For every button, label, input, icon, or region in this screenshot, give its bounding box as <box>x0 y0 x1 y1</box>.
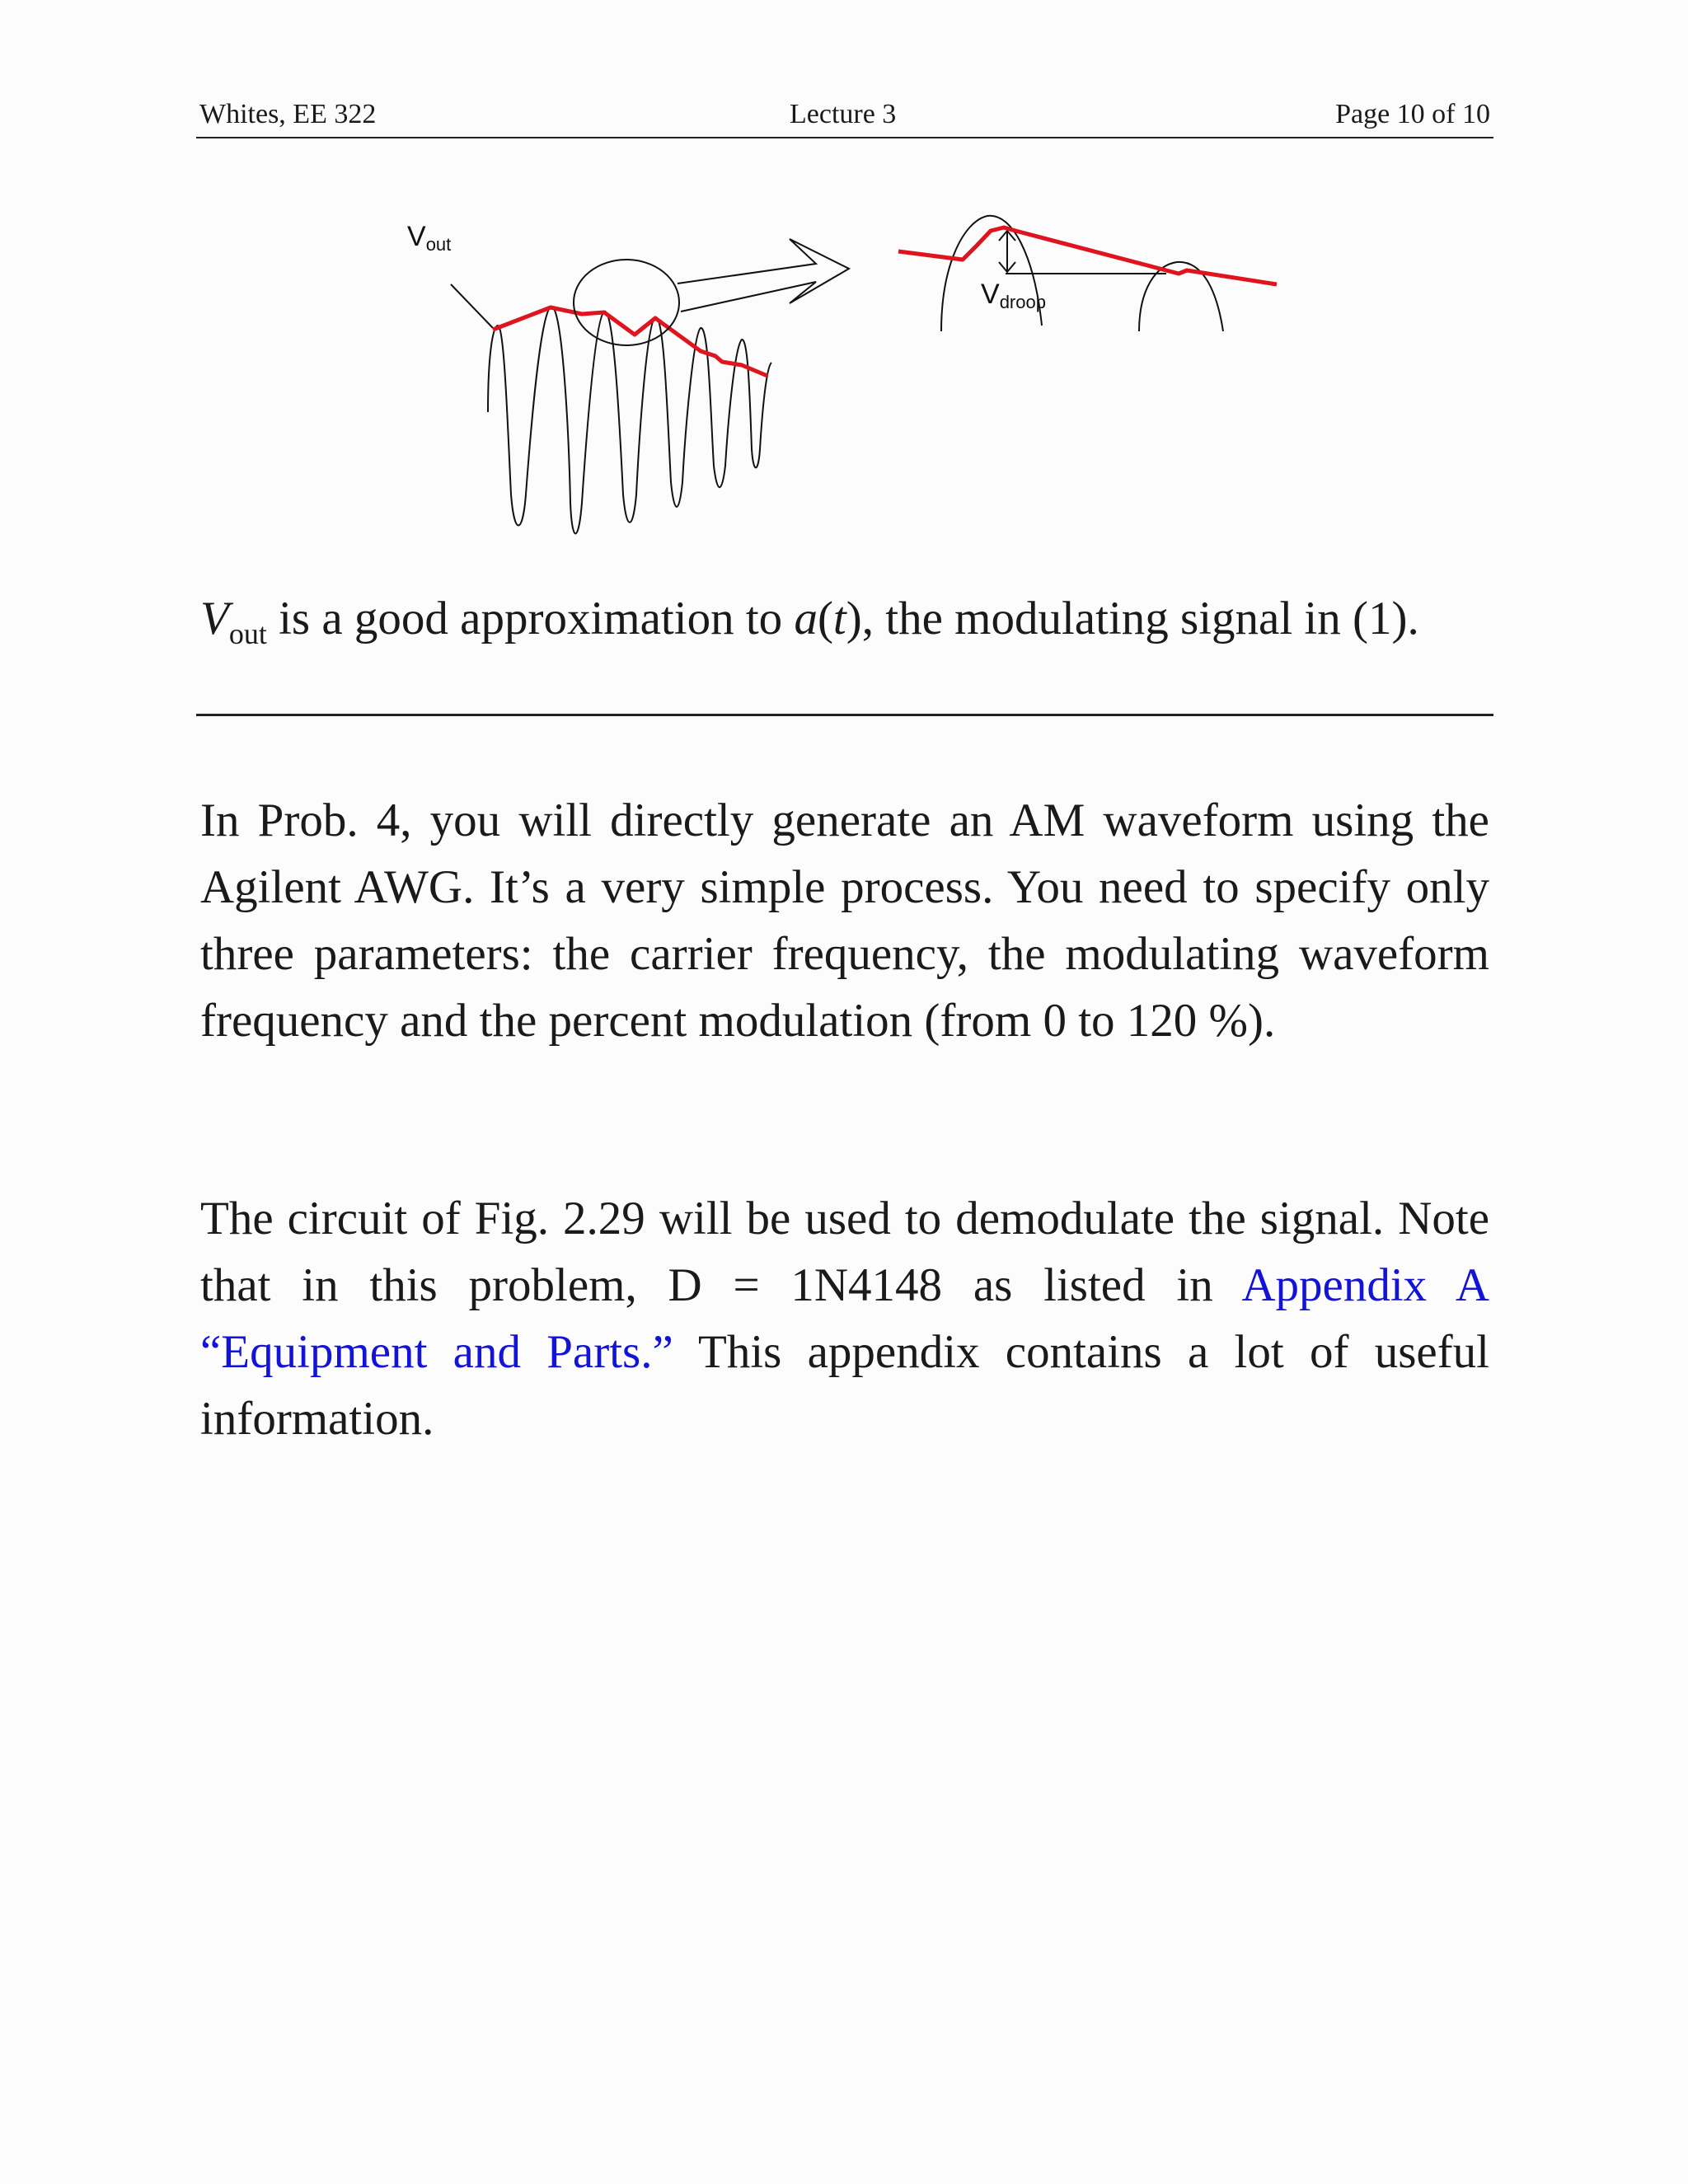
paragraph-demodulation: The circuit of Fig. 2.29 will be used to demodulate the signal. Note that in this problem, D = 1N4148 as listed in Appendix A “Equipment and Parts.” This appendix contains a lot of useful information. <box>200 1193 1489 1445</box>
envelope-detector-figure <box>0 0 1688 577</box>
vout-statement: $V_{out}$ is a good approximation to a(t), the modulating signal in (1). <box>200 593 1419 650</box>
vout-pointer-line <box>451 284 493 328</box>
header-page-number: Page 10 of 10 <box>1335 99 1490 129</box>
header-course: Whites, EE 322 <box>199 99 377 129</box>
zoom-arrow <box>678 239 849 312</box>
magnified-envelope <box>898 227 1277 284</box>
vdroop-figure-label: $V_{droop}$ <box>981 279 1046 312</box>
header-lecture: Lecture 3 <box>790 99 897 129</box>
paragraph-am-waveform: In Prob. 4, you will directly generate an AM waveform using the Agilent AWG. It’s a very simple process. You need to specify only three parameters: the carrier frequency, the modulating waveform frequency and the percent modulation (from 0 to 120 %). <box>200 794 1489 1047</box>
carrier-waveform <box>488 307 771 534</box>
section-divider <box>196 714 1493 716</box>
vout-figure-label: $V_{out}$ <box>407 221 452 255</box>
appendix-a-link[interactable]: Appendix A “Equipment and Parts.” <box>200 1259 1489 1378</box>
waveform-sketch <box>0 0 1688 577</box>
zoom-ellipse <box>574 260 679 345</box>
envelope-trace <box>493 307 767 376</box>
